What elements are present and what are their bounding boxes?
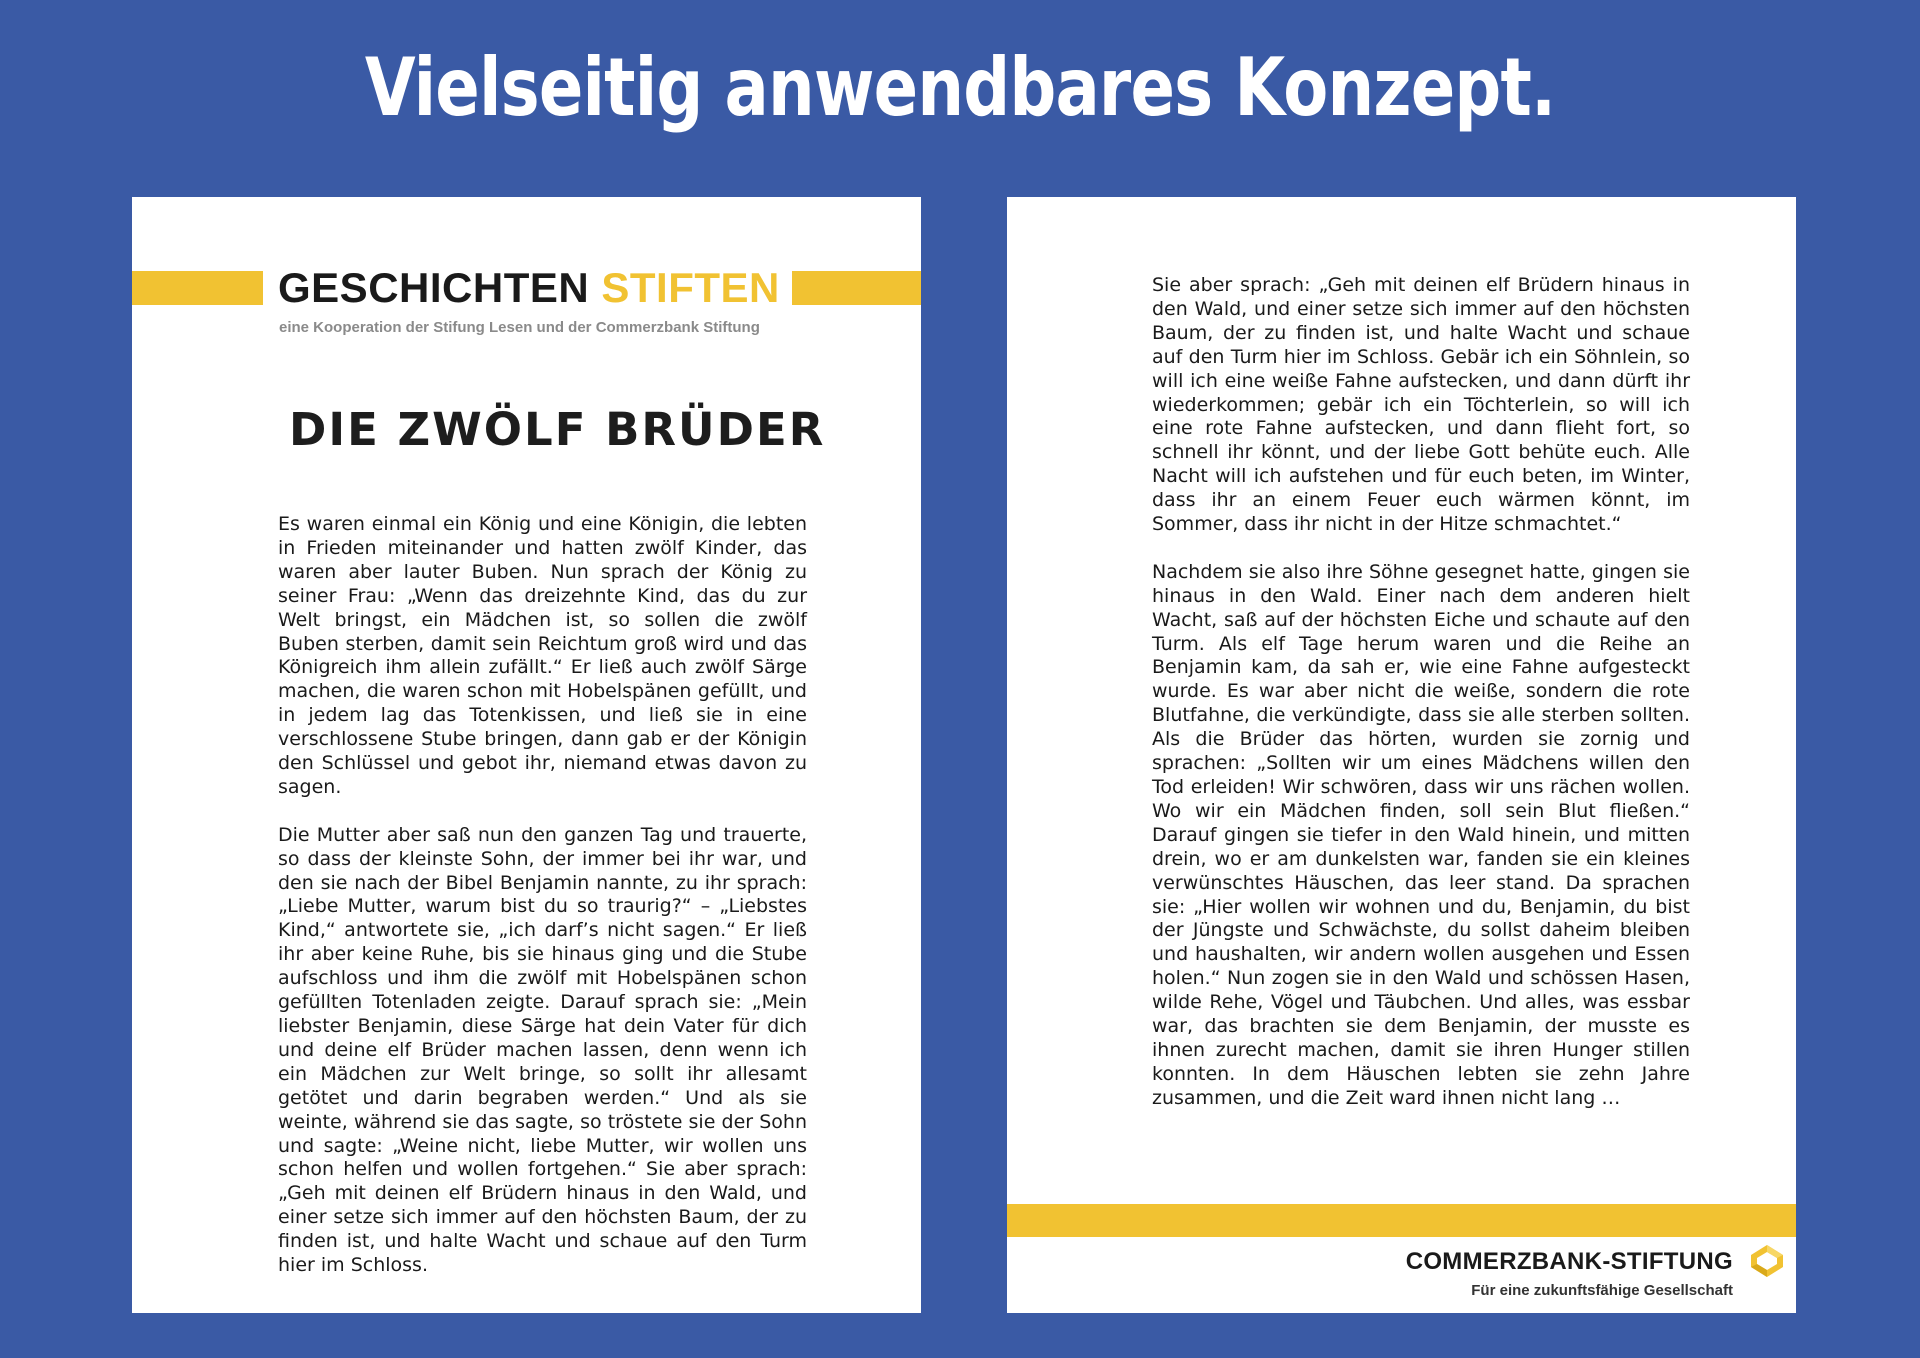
- logo-tagline: Für eine zukunftsfähige Gesellschaft: [1471, 1282, 1733, 1299]
- brand-wordmark: [278, 264, 788, 312]
- left-paragraph-1: Es waren einmal ein König und eine Königin, die lebten in Frieden miteinander und hatten zwölf Kinder, das waren aber lauter Buben. Nun sprach der König zu seiner Frau: „Wenn das dreizehnte Kind, das du zur Welt bringst, ein Mädchen ist, so sollen die zwölf Buben sterben, damit sein Reichtum groß wird und das Königreich ihm allein zufällt.“ Er ließ auch zwölf Särge machen, die waren schon mit Hobelspänen gefüllt, und in jedem lag das Totenkissen, und ließ sie in eine verschlossene Stube bringen, dann gab er der Königin den Schlüssel und gebot ihr, niemand etwas davon zu sagen.: [278, 513, 807, 798]
- left-page: [132, 197, 921, 1313]
- brand-subtitle: eine Kooperation der Stifung Lesen und der Commerzbank Stiftung: [279, 319, 760, 336]
- right-body: [1152, 274, 1690, 1135]
- left-body: [278, 513, 807, 1302]
- right-page: [1007, 197, 1796, 1313]
- left-paragraph-2: Die Mutter aber saß nun den ganzen Tag und trauerte, so dass der kleinste Sohn, der immer bei ihr war, und den sie nach der Bibel Benjamin nannte, zu ihr sprach: „Liebe Mutter, warum bist du so traurig?“ – „Liebstes Kind,“ antwortete sie, „ich darf’s nicht sagen.“ Er ließ ihr aber keine Ruhe, bis sie hinaus ging und die Stube aufschloss und ihm die zwölf mit Hobelspänen schon gefüllten Totenladen zeigte. Darauf sprach sie: „Mein liebster Benjamin, diese Särge hat dein Vater für dich und deine elf Brüder machen lassen, denn wenn ich ein Mädchen zur Welt bringe, so sollt ihr allesamt getötet und darin begraben werden.“ Und als sie weinte, während sie das sagte, so tröstete sie der Sohn und sagte: „Weine nicht, liebe Mutter, wir wollen uns schon helfen und wollen fortgehen.“ Sie aber sprach: „Geh mit deinen elf Brüdern hinaus in den Wald, und einer setze sich immer auf den höchsten Baum, der zu finden ist, und halte Wacht und schaue auf den Turm hier im Schloss.: [278, 823, 807, 1277]
- right-paragraph-2: Nachdem sie also ihre Söhne gesegnet hatte, gingen sie hinaus in den Wald. Einer nach dem anderen hielt Wacht, saß auf der höchsten Eiche und schaute auf den Turm. Als elf Tage herum waren und die Reihe an Benjamin kam, da sah er, wie eine Fahne aufgesteckt wurde. Es war aber nicht die weiße, sondern die rote Blutfahne, die verkündigte, dass sie alle sterben sollten. Als die Brüder das hörten, wurden sie zornig und sprachen: „Sollten wir um eines Mädchens willen den Tod erleiden! Wir schwören, dass wir uns rächen wollen. Wo wir ein Mädchen finden, soll sein Blut fließen.“ Darauf gingen sie tiefer in den Wald hinein, und mitten drein, wo er am dunkelsten war, fanden sie ein kleines verwünschtes Häuschen, das leer stand. Da sprachen sie: „Hier wollen wir wohnen und du, Benjamin, du bist der Jüngste und Schwächste, du sollst daheim bleiben und haushalten, wir andern wollen ausgehen und Essen holen.“ Nun zogen sie in den Wald und schössen Hasen, wilde Rehe, Vögel und Täubchen. Und alles, was essbar war, das brachten sie dem Benjamin, der musste es ihnen zurecht machen, damit sie ihren Hunger stillen konnten. In dem Häuschen lebten sie zehn Jahre zusammen, und die Zeit ward ihnen nicht lang …: [1152, 560, 1690, 1109]
- brand-bar-left: [132, 271, 263, 305]
- logo-name: COMMERZBANK-STIFTUNG: [1405, 1248, 1733, 1275]
- brand-word-2: STIFTEN: [601, 264, 780, 311]
- right-paragraph-1: Sie aber sprach: „Geh mit deinen elf Brüdern hinaus in den Wald, und einer setze sich immer auf den höchsten Baum, der zu finden ist, und halte Wacht und schaue auf den Turm hier im Schloss. Gebär ich ein Söhnlein, so will ich eine weiße Fahne aufstecken, und dann dürft ihr wiederkommen; gebär ich ein Töchterlein, so will ich eine rote Fahne aufstecken, und dann flieht fort, so schnell ihr könnt, und der liebe Gott behüte euch. Alle Nacht will ich aufstehen und für euch beten, im Winter, dass ihr an einem Feuer euch wärmen könnt, im Sommer, dass ihr nicht in der Hitze schmachtet.“: [1152, 274, 1690, 536]
- headline: Vielseitig anwendbares Konzept.: [364, 41, 1556, 134]
- story-title: DIE ZWÖLF BRÜDER: [289, 403, 826, 456]
- commerzbank-ribbon-icon: [1747, 1243, 1787, 1279]
- footer-bar: [1007, 1204, 1796, 1237]
- brand-bar-right: [792, 271, 921, 305]
- brand-word-1: GESCHICHTEN: [278, 264, 590, 311]
